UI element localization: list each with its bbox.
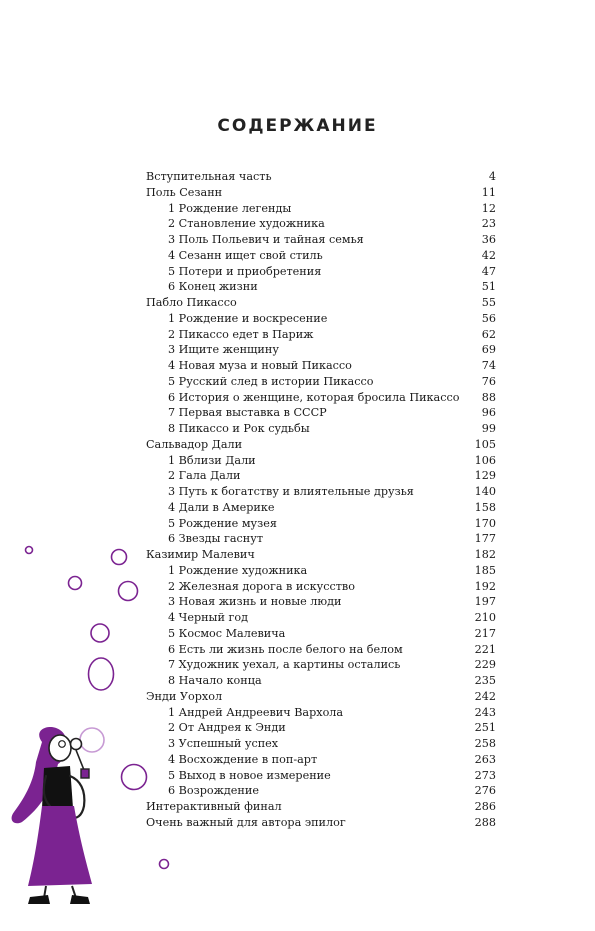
toc-page-number: 185 xyxy=(474,563,496,577)
toc-entry xyxy=(146,689,496,705)
bubble-icon xyxy=(69,577,82,590)
toc-entry-title: 1 Вблизи Дали xyxy=(168,453,256,467)
toc-page-number: 76 xyxy=(481,374,496,388)
table-of-contents xyxy=(146,169,496,831)
toc-page-number: 69 xyxy=(481,343,496,357)
toc-page-number: 197 xyxy=(474,595,496,609)
toc-subentry xyxy=(146,783,496,799)
toc-page-number: 129 xyxy=(474,469,496,483)
toc-subentry xyxy=(146,453,496,469)
toc-page-number: 42 xyxy=(481,248,496,262)
toc-entry-title: Поль Сезанн xyxy=(146,185,223,199)
toc-entry-title: 1 Рождение художника xyxy=(168,563,308,577)
toc-entry-title: 1 Андрей Андреевич Вархола xyxy=(168,705,344,719)
toc-subentry xyxy=(146,484,496,500)
bubble-icon xyxy=(80,728,104,752)
toc-page-number: 288 xyxy=(474,815,496,829)
skirt-icon xyxy=(28,806,92,886)
toc-entry-title: 6 Возрождение xyxy=(168,784,259,798)
toc-page-number: 192 xyxy=(474,579,496,593)
toc-page-number: 47 xyxy=(481,264,496,278)
toc-page-number: 51 xyxy=(481,280,496,294)
toc-page-number: 221 xyxy=(474,642,496,656)
toc-entry-title: 4 Сезанн ищет свой стиль xyxy=(168,248,323,262)
face-icon xyxy=(49,735,71,761)
toc-entry-title: 2 Становление художника xyxy=(168,217,325,231)
toc-page-number: 217 xyxy=(474,626,496,640)
bubble-icon xyxy=(89,658,114,690)
toc-entry-title: 5 Потери и приобретения xyxy=(168,264,322,278)
toc-subentry xyxy=(146,421,496,437)
toc-page-number: 251 xyxy=(474,721,496,735)
toc-subentry xyxy=(146,311,496,327)
toc-page-number: 23 xyxy=(481,217,496,231)
toc-page-number: 210 xyxy=(474,611,496,624)
toc-page-number: 106 xyxy=(474,453,496,467)
bubble-icon xyxy=(91,624,109,642)
toc-page-number: 4 xyxy=(488,170,496,183)
toc-subentry xyxy=(146,468,496,484)
bubble-icon xyxy=(26,547,33,554)
toc-subentry xyxy=(146,610,496,626)
toc-page-number: 263 xyxy=(474,752,496,766)
toc-entry-title: Казимир Малевич xyxy=(146,548,255,561)
toc-subentry xyxy=(146,279,496,295)
toc-page-number: 276 xyxy=(474,784,496,798)
toc-page-number: 170 xyxy=(474,516,496,530)
toc-page-number: 177 xyxy=(474,532,496,546)
toc-entry xyxy=(146,799,496,815)
toc-entry-title: 3 Поль Польевич и тайная семья xyxy=(168,233,364,246)
toc-page-number: 273 xyxy=(474,768,496,782)
toc-page-number: 258 xyxy=(474,737,496,750)
toc-entry-title: 3 Успешный успех xyxy=(168,737,279,750)
bubble-wand-icon xyxy=(71,739,82,750)
toc-page-number: 88 xyxy=(481,390,496,404)
toc-entry-title: 6 Конец жизни xyxy=(168,280,258,294)
toc-subentry xyxy=(146,736,496,752)
toc-subentry xyxy=(146,516,496,532)
toc-page-number: 96 xyxy=(481,406,496,420)
toc-entry-title: 7 Художник уехал, а картины остались xyxy=(168,658,401,672)
toc-subentry xyxy=(146,232,496,248)
toc-entry-title: 5 Рождение музея xyxy=(168,516,277,530)
toc-page-number: 229 xyxy=(474,658,496,672)
toc-subentry xyxy=(146,642,496,658)
toc-subentry xyxy=(146,216,496,232)
bubble-icon xyxy=(119,582,138,601)
toc-page-number: 235 xyxy=(474,674,496,687)
toc-page-number: 36 xyxy=(481,233,496,246)
toc-subentry xyxy=(146,500,496,516)
toc-page-number: 182 xyxy=(474,548,496,561)
bubble-icon xyxy=(160,860,169,869)
toc-subentry xyxy=(146,358,496,374)
toc-entry-title: 8 Пикассо и Рок судьбы xyxy=(168,422,310,435)
toc-page-number: 105 xyxy=(474,437,496,451)
toc-page-number: 56 xyxy=(481,311,496,325)
bubble-girl-illustration xyxy=(0,540,170,920)
bubble-icon xyxy=(122,765,147,790)
toc-subentry xyxy=(146,531,496,547)
toc-page-number: 99 xyxy=(481,422,496,435)
toc-entry xyxy=(146,185,496,201)
toc-entry-title: 8 Начало конца xyxy=(168,674,262,687)
toc-subentry xyxy=(146,673,496,689)
toc-subentry xyxy=(146,327,496,343)
toc-entry-title: Вступительная часть xyxy=(146,170,272,183)
toc-page-number: 55 xyxy=(481,296,496,309)
toc-entry xyxy=(146,815,496,831)
toc-entry-title: 6 Звезды гаснут xyxy=(168,532,264,546)
toc-page-number: 74 xyxy=(481,359,496,372)
toc-entry-title: 6 История о женщине, которая бросила Пикассо xyxy=(168,390,460,404)
toc-entry-title: 4 Восхождение в поп-арт xyxy=(168,752,318,766)
shoe-icon xyxy=(70,895,90,904)
toc-subentry xyxy=(146,705,496,721)
toc-entry-title: 1 Рождение и воскресение xyxy=(168,311,328,325)
toc-entry-title: Очень важный для автора эпилог xyxy=(146,815,346,829)
toc-entry-title: 7 Первая выставка в СССР xyxy=(168,406,327,420)
toc-subentry xyxy=(146,248,496,264)
toc-subentry xyxy=(146,720,496,736)
toc-entry-title: 1 Рождение легенды xyxy=(168,201,292,215)
toc-subentry xyxy=(146,390,496,406)
toc-entry-title: 5 Космос Малевича xyxy=(168,626,286,640)
toc-entry-title: 2 Гала Дали xyxy=(168,469,241,483)
toc-entry-title: 6 Есть ли жизнь после белого на белом xyxy=(168,642,403,656)
toc-entry xyxy=(146,169,496,185)
toc-subentry xyxy=(146,594,496,610)
toc-subentry xyxy=(146,374,496,390)
toc-page-number: 243 xyxy=(474,705,496,719)
toc-subentry xyxy=(146,657,496,673)
toc-subentry xyxy=(146,752,496,768)
toc-entry-title: 3 Путь к богатству и влиятельные друзья xyxy=(168,485,414,498)
toc-entry xyxy=(146,547,496,563)
toc-subentry xyxy=(146,579,496,595)
toc-entry-title: 4 Новая муза и новый Пикассо xyxy=(168,359,352,372)
toc-entry-title: Интерактивный финал xyxy=(146,800,282,813)
toc-subentry xyxy=(146,405,496,421)
toc-entry-title: 3 Ищите женщину xyxy=(168,343,279,357)
toc-entry-title: 3 Новая жизнь и новые люди xyxy=(168,595,342,609)
shoe-icon xyxy=(28,895,50,904)
toc-entry-title: Пабло Пикассо xyxy=(146,296,237,309)
toc-page-number: 140 xyxy=(474,485,496,498)
toc-entry-title: 2 Железная дорога в искусство xyxy=(168,579,355,593)
toc-entry-title: 5 Выход в новое измерение xyxy=(168,768,331,782)
toc-subentry xyxy=(146,201,496,217)
toc-page-number: 242 xyxy=(474,689,496,703)
toc-page-number: 62 xyxy=(481,327,496,341)
toc-subentry xyxy=(146,563,496,579)
toc-entry xyxy=(146,437,496,453)
toc-subentry xyxy=(146,768,496,784)
toc-entry xyxy=(146,295,496,311)
toc-page-number: 12 xyxy=(481,201,496,215)
page-title: СОДЕРЖАНИЕ xyxy=(217,116,378,136)
toc-entry-title: Сальвадор Дали xyxy=(146,437,243,451)
toc-entry-title: 2 Пикассо едет в Париж xyxy=(168,327,314,341)
toc-subentry xyxy=(146,626,496,642)
toc-entry-title: 4 Дали в Америке xyxy=(168,500,275,514)
toc-page-number: 158 xyxy=(474,500,496,514)
toc-entry-title: 2 От Андрея к Энди xyxy=(168,721,286,735)
bubble-icon xyxy=(112,550,127,565)
toc-page-number: 11 xyxy=(481,185,496,199)
toc-page-number: 286 xyxy=(474,800,496,813)
toc-subentry xyxy=(146,342,496,358)
toc-subentry xyxy=(146,264,496,280)
toc-entry-title: 4 Черный год xyxy=(168,611,248,624)
toc-entry-title: Энди Уорхол xyxy=(146,689,223,703)
toc-entry-title: 5 Русский след в истории Пикассо xyxy=(168,374,374,388)
